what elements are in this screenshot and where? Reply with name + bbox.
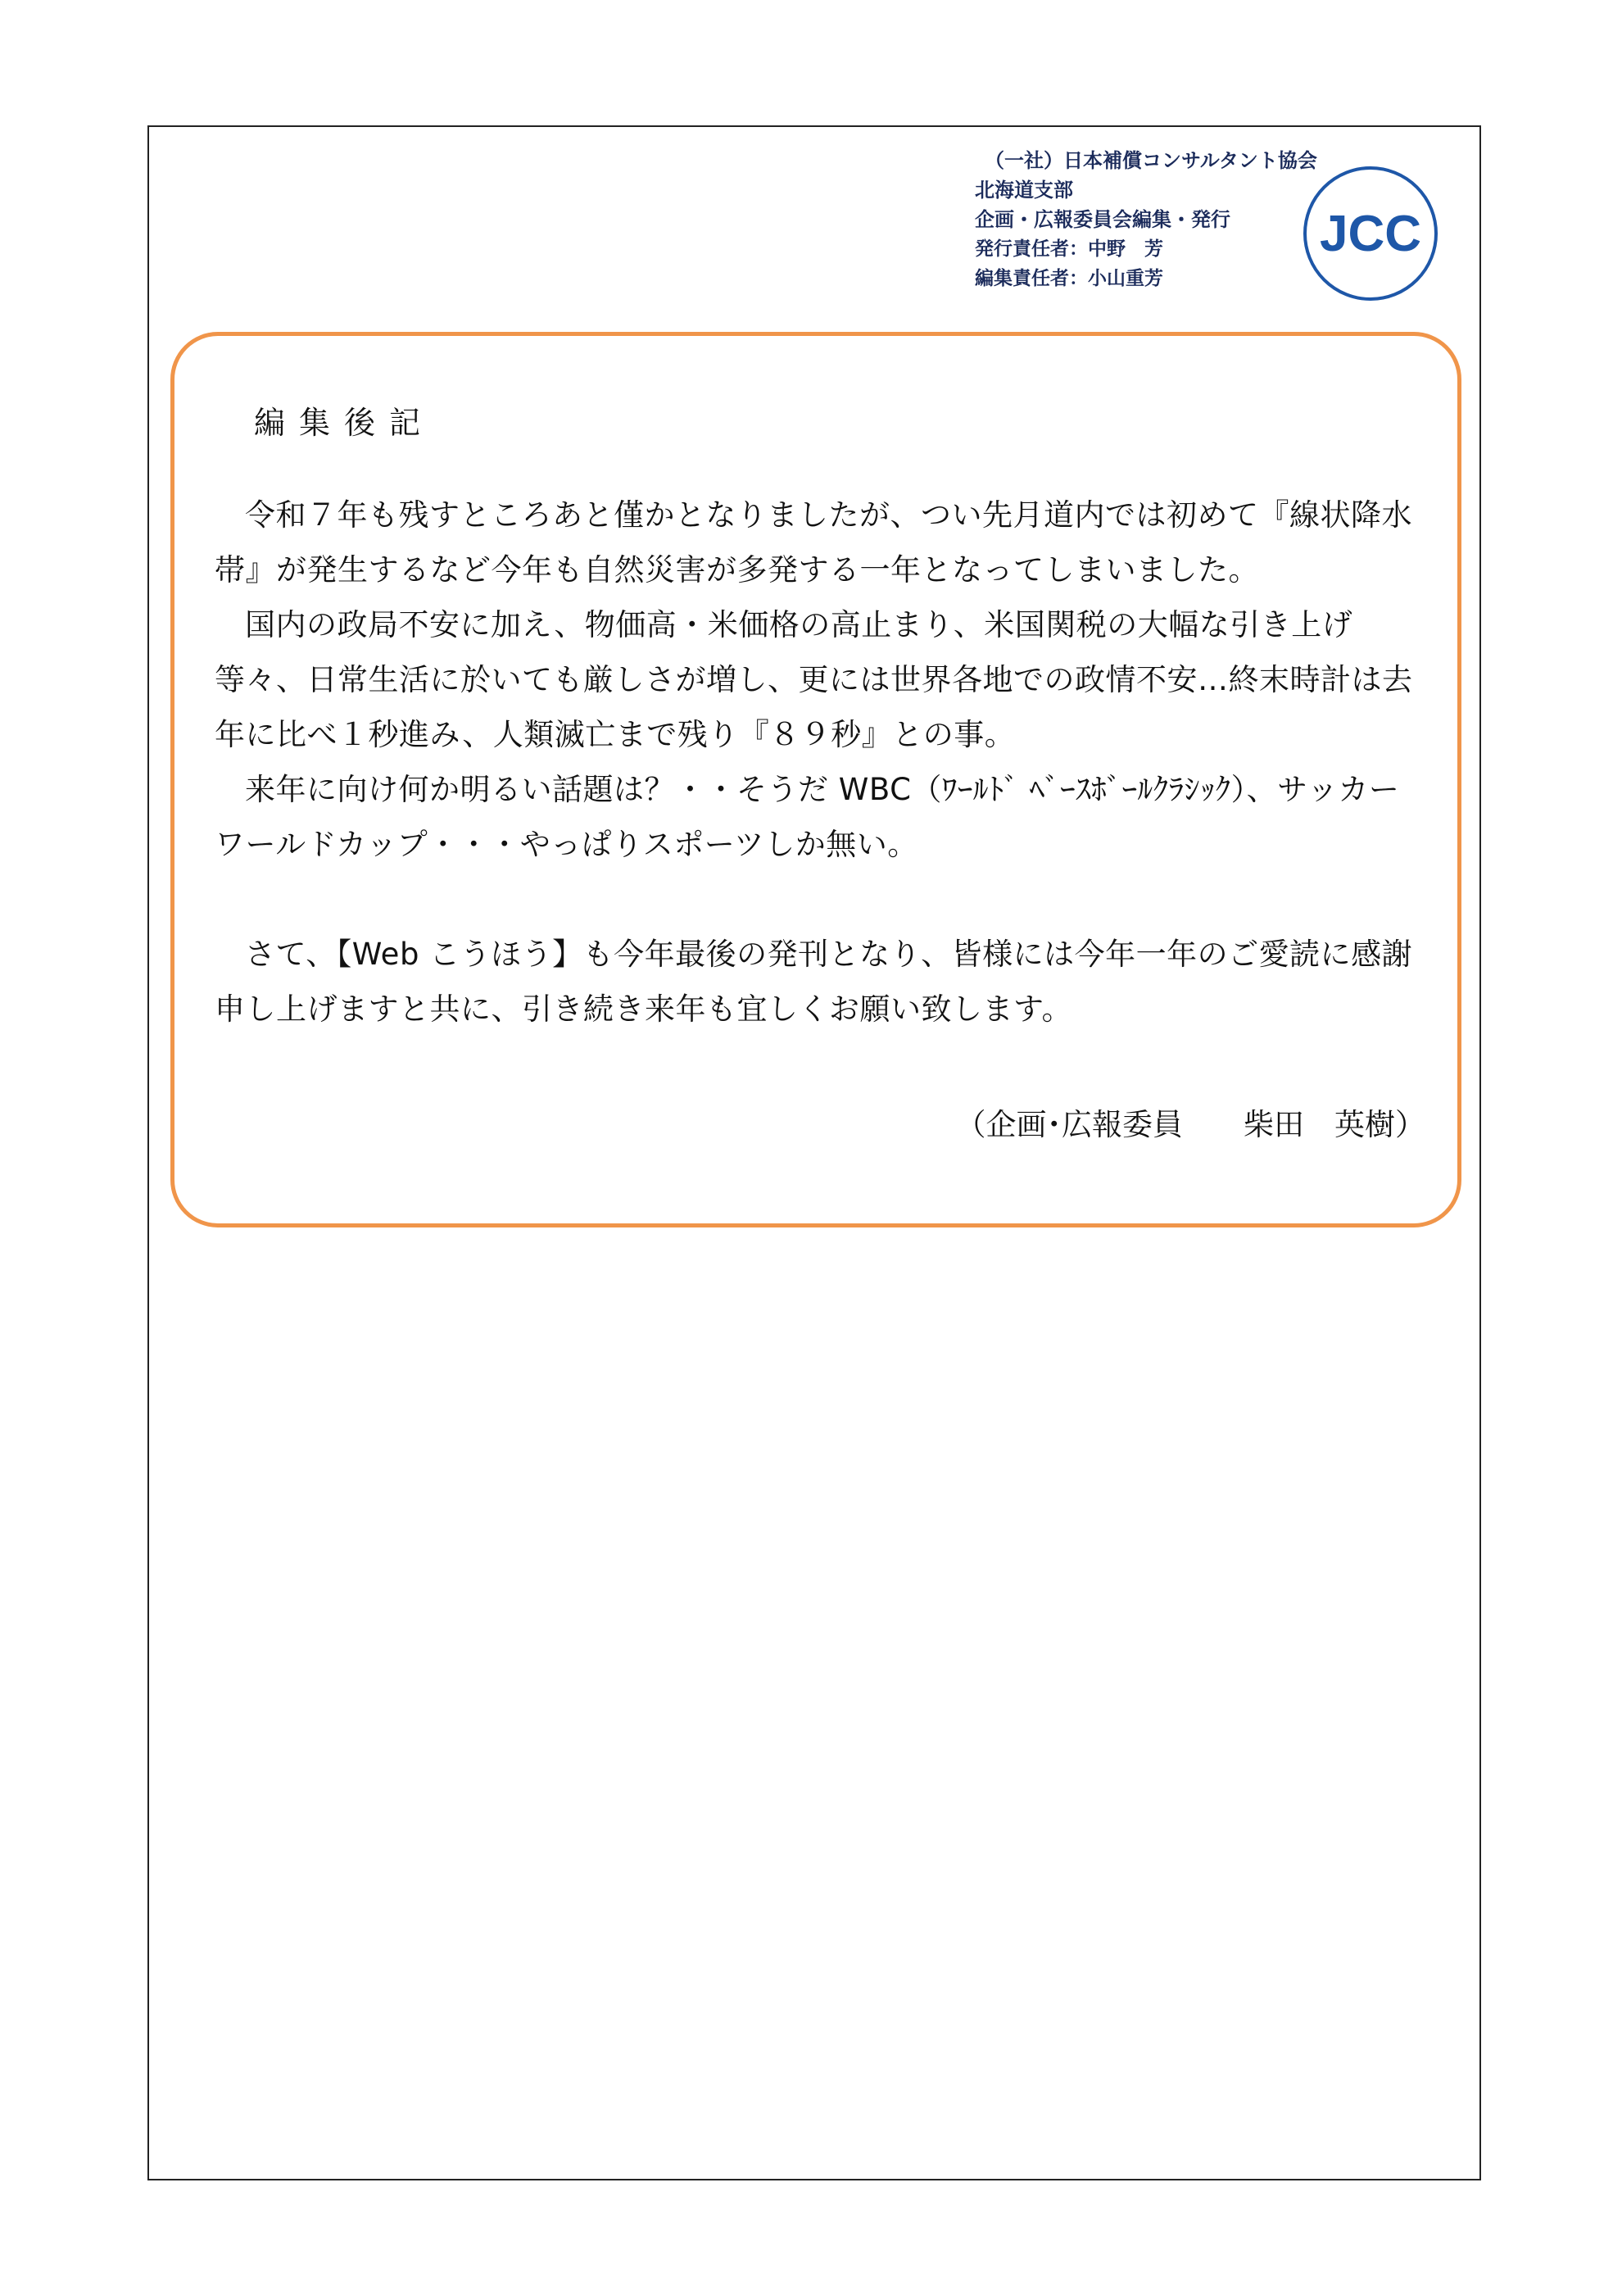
paragraph: さて、【Web こうほう】も今年最後の発刊となり、皆様には今年一年のご愛読に感謝申し上げますと共に、引き続き来年も宜しくお願い致します。	[215, 937, 1413, 1027]
editorial-heading: 編集後記	[254, 405, 435, 441]
masthead	[975, 146, 1319, 293]
jcc-logo	[1301, 164, 1440, 303]
masthead-branch: 北海道支部	[975, 179, 1073, 202]
logo-text: JCC	[1319, 206, 1422, 262]
paragraph: 令和７年も残すところあと僅かとなりましたが、つい先月道内では初めて『線状降水帯』が発生するなど今年も自然災害が多発する一年となってしまいました。	[215, 497, 1412, 588]
masthead-publisher: 発行責任者：中野 芳	[975, 238, 1163, 260]
masthead-committee: 企画・広報委員会編集・発行	[975, 208, 1230, 231]
editorial-body	[215, 488, 1427, 1037]
paragraph: 国内の政局不安に加え、物価高・米価格の高止まり、米国関税の大幅な引き上げ等々、日常生活に於いても厳しさが増し、更には世界各地での政情不安…終末時計は去年に比べ１秒進み、人類滅亡まで残り『８９秒』との事。	[215, 607, 1413, 752]
signature: （企画･広報委員 柴田 英樹）	[955, 1107, 1425, 1142]
masthead-org: （一社）日本補償コンサルタント協会	[985, 149, 1317, 172]
masthead-editor: 編集責任者：小山重芳	[975, 268, 1163, 289]
paragraph: 来年に向け何か明るい話題は？・・そうだ WBC（ﾜｰﾙﾄﾞ ﾍﾞｰｽﾎﾞｰﾙｸﾗｼｯｸ）、サッカーワールドカップ・・・やっぱりスポーツしか無い。	[215, 772, 1400, 862]
